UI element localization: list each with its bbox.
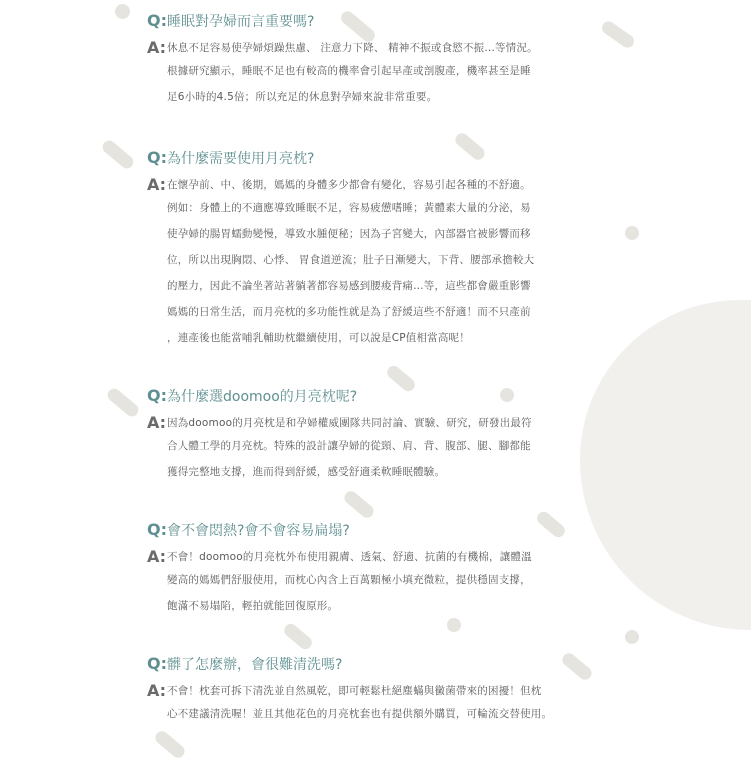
question-text: 為什麼選doomoo的月亮枕呢? [167, 389, 358, 405]
question-text: 髒了怎麼辦，會很難清洗嗎? [167, 657, 343, 673]
answer-mark-label: A: [147, 38, 167, 57]
answer-line: 使孕婦的腸胃蠕動變慢，導致水腫便秘；因為子宮變大，內部器官被影響而移 [167, 228, 531, 240]
answer-mark-label: A: [147, 547, 167, 566]
faq-question [147, 385, 617, 407]
faq-answer [147, 413, 617, 485]
question-text: 睡眠對孕婦而言重要嗎? [167, 14, 315, 30]
answer-line: 足6小時的4.5倍；所以充足的休息對孕婦來說非常重要。 [167, 91, 438, 103]
faq-question [147, 519, 617, 541]
answer-mark-label: A: [147, 681, 167, 700]
answer-line: 合人體工學的月亮枕。特殊的設計讓孕婦的從頸、肩、背、腹部、腿、腳都能 [167, 440, 531, 452]
answer-line: 心不建議清洗喔！並且其他花色的月亮枕套也有提供額外購買，可輪流交替使用。 [167, 708, 553, 720]
answer-line: 飽滿不易塌陷，輕拍就能回復原形。 [167, 600, 339, 612]
answer-line: 因為doomoo的月亮枕是和孕婦權威團隊共同討論、實驗、研究，研發出最符 [167, 417, 532, 429]
decor-dot [447, 618, 461, 632]
faq-question [147, 147, 617, 169]
question-mark-label: Q: [147, 520, 167, 539]
faq-question [147, 10, 617, 32]
answer-line: 的壓力，因此不論坐著站著躺著都容易感到腰痠背痛…等，這些都會嚴重影響 [167, 280, 531, 292]
decor-dash [153, 729, 187, 760]
answer-line: 不會！枕套可拆下清洗並自然風乾，即可輕鬆杜絕塵蟎與黴菌帶來的困擾！但枕 [167, 685, 542, 697]
answer-line: 媽媽的日常生活，而月亮枕的多功能性就是為了舒緩這些不舒適！而不只產前 [167, 306, 531, 318]
answer-line: 不會！doomoo的月亮枕外布使用親膚、透氣、舒適、抗菌的有機棉，讓體溫 [167, 551, 532, 563]
answer-line: 在懷孕前、中、後期，媽媽的身體多少都會有變化，容易引起各種的不舒適。 [167, 179, 531, 191]
faq-item [147, 519, 617, 619]
decor-dash [100, 138, 136, 171]
decor-dash [342, 489, 376, 521]
answer-line: 位，所以出現胸悶、心悸、 胃食道逆流；肚子日漸變大，下背、腰部承擔較大 [167, 254, 535, 266]
answer-line: ，連產後也能當哺乳輔助枕繼續使用，可以說是CP值相當高呢！ [167, 332, 470, 344]
decor-dot [115, 4, 130, 19]
question-mark-label: Q: [147, 11, 167, 30]
answer-line: 根據研究顯示，睡眠不足也有較高的機率會引起早產或剖腹產，機率甚至是睡 [167, 65, 531, 77]
question-mark-label: Q: [147, 654, 167, 673]
decor-dash [105, 386, 141, 419]
decor-dot [625, 226, 639, 240]
faq-answer [147, 681, 617, 727]
answer-line: 變高的媽媽們舒服使用，而枕心內含上百萬顆極小填充微粒，提供穩固支撐， [167, 574, 531, 586]
faq-item [147, 385, 617, 485]
decor-dot [625, 630, 639, 644]
faq-item [147, 653, 617, 727]
answer-line: 例如：身體上的不適應導致睡眠不足，容易疲憊嗜睡；黃體素大量的分泌，易 [167, 202, 531, 214]
faq-question [147, 653, 617, 675]
question-text: 為什麼需要使用月亮枕? [167, 151, 315, 167]
answer-line: 休息不足容易使孕婦煩躁焦慮、 注意力下降、 精神不振或食慾不振...等情況。 [167, 42, 538, 54]
faq-item [147, 147, 617, 351]
question-mark-label: Q: [147, 386, 167, 405]
faq-answer [147, 175, 617, 351]
faq-item [147, 10, 617, 110]
question-text: 會不會悶熱?會不會容易扁塌? [167, 523, 350, 539]
answer-mark-label: A: [147, 175, 167, 194]
question-mark-label: Q: [147, 148, 167, 167]
faq-answer [147, 547, 617, 619]
answer-mark-label: A: [147, 413, 167, 432]
answer-line: 獲得完整地支撐，進而得到舒緩，感受舒適柔軟睡眠體驗。 [167, 466, 446, 478]
faq-answer [147, 38, 617, 110]
decor-dash [282, 621, 315, 652]
